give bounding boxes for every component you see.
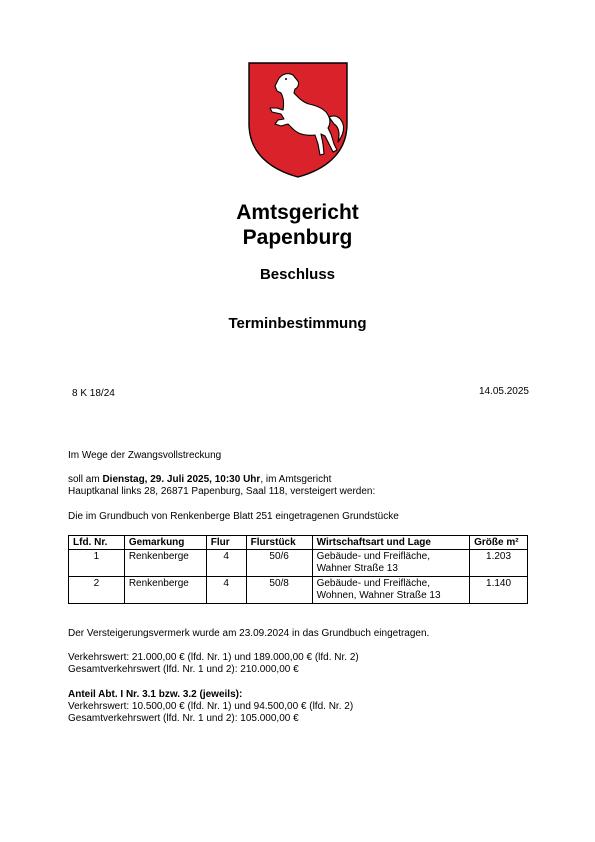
column-header: Flur (206, 536, 246, 550)
cell-lage (312, 577, 470, 604)
cell-nr: 2 (69, 577, 125, 604)
auction-paragraph (68, 474, 538, 498)
auction-prefix: soll am (68, 474, 103, 485)
total-market-value-line: Gesamtverkehrswert (lfd. Nr. 1 und 2): 210.000,00 € (68, 664, 299, 675)
intro-text: Im Wege der Zwangsvollstreckung (68, 450, 222, 461)
column-header: Lfd. Nr. (69, 536, 125, 550)
cell-groesse: 1.203 (470, 550, 528, 577)
market-value-block (68, 652, 538, 676)
lage-line: Wohnen, Wahner Straße 13 (316, 590, 441, 601)
document-subject: Terminbestimmung (228, 315, 367, 332)
cell-flurstueck: 50/6 (246, 550, 312, 577)
cell-gemarkung: Renkenberge (124, 550, 206, 577)
table-row (69, 550, 528, 577)
auction-suffix: , im Amtsgericht (260, 474, 332, 485)
share-value-line: Verkehrswert: 10.500,00 € (lfd. Nr. 1) und 94.500,00 € (lfd. Nr. 2) (68, 701, 354, 712)
column-header: Flurstück (246, 536, 312, 550)
file-number: 8 K 18/24 (72, 388, 115, 399)
court-location: Papenburg (242, 226, 353, 249)
court-name: Amtsgericht (236, 201, 359, 224)
lower-saxony-crest-icon (248, 62, 348, 178)
cell-flur: 4 (206, 577, 246, 604)
cell-groesse: 1.140 (470, 577, 528, 604)
cell-nr: 1 (69, 550, 125, 577)
share-total-value-line: Gesamtverkehrswert (lfd. Nr. 1 und 2): 105.000,00 € (68, 713, 299, 724)
share-heading: Anteil Abt. I Nr. 3.1 bzw. 3.2 (jeweils): (68, 689, 243, 700)
document-type: Beschluss (259, 266, 336, 283)
auction-date: Dienstag, 29. Juli 2025, 10:30 Uhr (102, 474, 261, 485)
table-row (69, 577, 528, 604)
market-value-line: Verkehrswert: 21.000,00 € (lfd. Nr. 1) und 189.000,00 € (lfd. Nr. 2) (68, 652, 359, 663)
cell-flurstueck: 50/8 (246, 577, 312, 604)
parcels-intro: Die im Grundbuch von Renkenberge Blatt 251 eingetragenen Grundstücke (68, 511, 399, 522)
cell-gemarkung: Renkenberge (124, 577, 206, 604)
lage-line: Gebäude- und Freifläche, (316, 551, 430, 562)
auction-location: Hauptkanal links 28, 26871 Papenburg, Saal 118, versteigert werden: (68, 486, 376, 497)
auction-note: Der Versteigerungsvermerk wurde am 23.09.2024 in das Grundbuch eingetragen. (68, 628, 430, 639)
column-header: Größe m² (470, 536, 528, 550)
lage-line: Wahner Straße 13 (316, 563, 398, 574)
column-header: Gemarkung (124, 536, 206, 550)
cell-flur: 4 (206, 550, 246, 577)
lage-line: Gebäude- und Freifläche, (316, 578, 430, 589)
document-date: 14.05.2025 (478, 386, 529, 397)
share-value-block (68, 689, 538, 725)
parcels-table (68, 535, 528, 604)
table-header-row (69, 536, 528, 550)
cell-lage (312, 550, 470, 577)
column-header: Wirtschaftsart und Lage (312, 536, 470, 550)
